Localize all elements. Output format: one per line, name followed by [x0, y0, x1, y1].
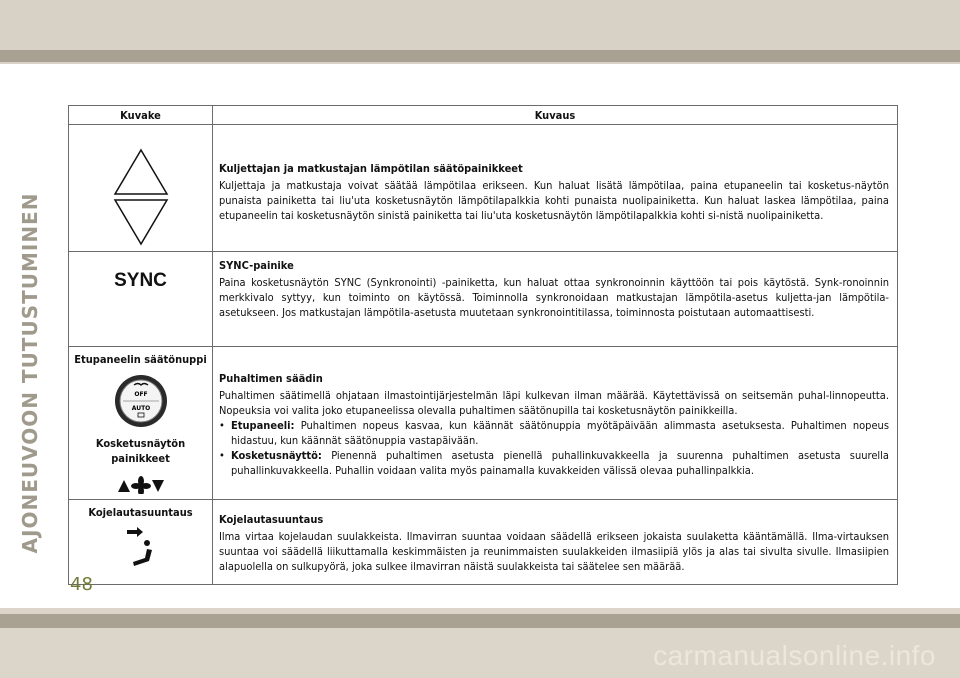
list-item [219, 448, 889, 478]
table-row [69, 347, 898, 500]
side-section-title: AJONEUVOON TUTUSTUMINEN [18, 192, 42, 554]
row-title: SYNC-painike [219, 259, 294, 272]
blower-knob-icon [111, 373, 171, 429]
knob-auto-label: AUTO [131, 405, 150, 412]
temperature-icons-cell [69, 125, 213, 252]
blower-icons-cell [69, 347, 213, 500]
table-row [69, 125, 898, 252]
watermark: carmanualsonline.info [653, 640, 936, 671]
table-row [69, 252, 898, 347]
temperature-arrows-icon [111, 148, 171, 246]
sync-icon-label: SYNC [114, 270, 167, 291]
temp-up-arrow-icon [115, 150, 167, 194]
blower-description [213, 347, 898, 500]
icon-caption: painikkeet [111, 452, 170, 465]
temp-down-arrow-icon [115, 200, 167, 244]
bullet-lead: Kosketusnäyttö: [231, 449, 322, 462]
bottom-band-stripe [0, 614, 960, 628]
knob-off-label: OFF [133, 391, 148, 398]
airflow-arrow-icon [127, 527, 143, 537]
blower-bullet-list [219, 418, 889, 478]
row-title: Kojelautasuuntaus [219, 513, 324, 526]
bullet-text: Puhaltimen nopeus kasvaa, kun käännät säätönuppia myötäpäivään alimmasta asetuksesta. Puhaltimen nopeus hidastuu, kun käännät säätönuppia vastapäivään. [231, 419, 889, 447]
fan-increase-icon [152, 480, 164, 492]
icon-caption: Kojelautasuuntaus [88, 506, 193, 519]
row-title: Kuljettajan ja matkustajan lämpötilan säätöpainikkeet [219, 162, 523, 175]
fan-speed-buttons-icon [116, 476, 166, 494]
row-text: Paina kosketusnäytön SYNC (Synkronointi) -painiketta, kun haluat ottaa synkronoinnin käyttöön tai pois käytöstä. Synk-ronoinnin merkkivalo syttyy, kun toiminto on käytössä. Toiminnolla synkronoidaan matkustajan lämpötila-asetus kuljetta-jan lämpötila-asetukseen. Jos matkustajan lämpötila-asetusta muutetaan synkronointitilassa, toiminnosta poistutaan automaattisesti. [219, 276, 889, 319]
vent-description [213, 500, 898, 585]
row-text: Kuljettaja ja matkustaja voivat säätää lämpötilaa erikseen. Kun haluat lisätä lämpötilaa, paina etupaneelin tai kosketus-näytön punaista painiketta tai liu'uta kosketusnäytön lämpötilapalkkia kohti punaista nuolipainiketta. Kun haluat laskea lämpötilaa, paina etupaneelin tai kosketusnäytön sinistä painiketta tai liu'uta kosketusnäytön lämpötilapalkkia kohti si-nistä nuolipainiketta. [219, 179, 889, 222]
header-icon: Kuvake [69, 106, 213, 125]
fan-icon [131, 476, 151, 494]
icon-caption: Kosketusnäytön [95, 437, 186, 450]
climate-controls-table [68, 105, 898, 585]
top-band [0, 0, 960, 64]
occupant-head-icon [144, 540, 150, 546]
page-number: 48 [70, 574, 93, 595]
vent-icon-cell [69, 500, 213, 585]
bullet-lead: Etupaneeli: [231, 419, 295, 432]
dashboard-vent-icon [121, 524, 161, 568]
row-text: Puhaltimen säätimellä ohjataan ilmastointijärjestelmän läpi kulkevan ilman määrää. Käytettävissä on seitsemän puhal-linnopeutta. Nopeuksia voi valita joko etupaneelissa olevalla puhaltimen säätönupilla tai kosketusnäytön painikkeilla. [219, 389, 889, 417]
row-title: Puhaltimen säädin [219, 372, 323, 385]
sync-icon-cell [69, 252, 213, 347]
temperature-description [213, 125, 898, 252]
table-row [69, 500, 898, 585]
bullet-text: Pienennä puhaltimen asetusta pienellä puhallinkuvakkeella ja suurenna puhaltimen asetusta suurella puhallinkuvakkeella. Puhallin voidaan valita myös painamalla kuvakkeiden välissä olevaa puhallinpalkkia. [231, 449, 889, 477]
top-band-stripe [0, 50, 960, 62]
sync-description [213, 252, 898, 347]
table-header-row [69, 106, 898, 125]
fan-decrease-icon [118, 480, 130, 492]
header-description: Kuvaus [213, 106, 898, 125]
row-text: Ilma virtaa kojelaudan suulakkeista. Ilmavirran suuntaa voidaan säädellä erikseen jokaista suulaketta kääntämällä. Ilma-virtauksen suuntaa voi säädellä liikuttamalla keskimmäisten ja reunimmaisten suulakkeiden ilmasiipiä ylös ja alas tai sivulta sivulle. Ilmasiipien alapuolella on sulkupyörä, joka sulkee ilmavirran näistä suulakkeista tai säätelee sen määrää. [219, 530, 889, 573]
icon-caption: Etupaneelin säätönuppi [74, 353, 207, 366]
occupant-seat-icon [133, 549, 152, 566]
list-item [219, 418, 889, 448]
